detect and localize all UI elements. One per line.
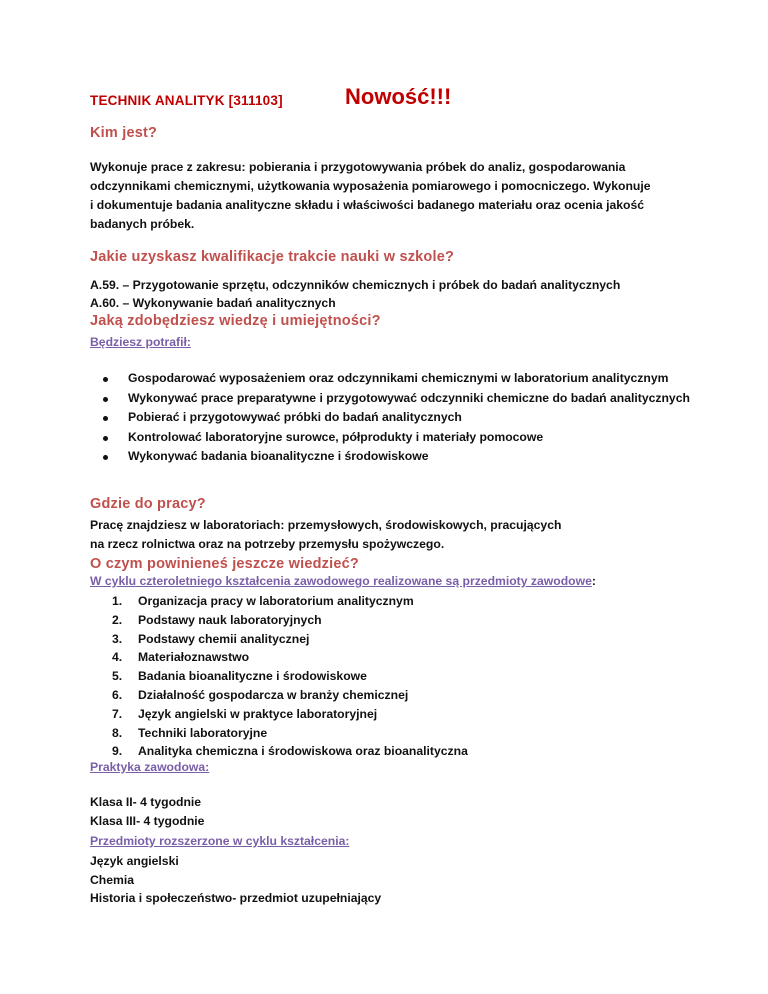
work-line: Pracę znajdziesz w laboratoriach: przemysłowych, środowiskowych, pracujących xyxy=(90,518,562,532)
practice-link[interactable]: Praktyka zawodowa: xyxy=(90,760,210,774)
list-item: 7. Język angielski w praktyce laboratoryjnej xyxy=(112,706,378,721)
subjects-list xyxy=(90,592,690,761)
list-item: 9. Analityka chemiczna i środowiskowa oraz bioanalityczna xyxy=(112,744,468,759)
list-item: Wykonywać badania bioanalityczne i środowiskowe xyxy=(90,447,690,467)
practice-item: Klasa II- 4 tygodnie xyxy=(90,795,202,809)
subjects-colon: : xyxy=(591,574,596,588)
bullet-icon xyxy=(103,397,108,402)
who-line: Wykonuje prace z zakresu: pobierania i przygotowywania próbek do analiz, gospodarowania xyxy=(90,160,626,174)
subjects-intro xyxy=(90,572,596,592)
novelty-label: Nowość!!! xyxy=(345,84,452,109)
who-line: badanych próbek. xyxy=(90,217,195,231)
list-item: 5. Badania bioanalityczne i środowiskowe xyxy=(112,669,367,684)
title-row xyxy=(90,84,690,114)
document-title: TECHNIK ANALITYK [311103] xyxy=(90,93,283,108)
extended-item: Historia i społeczeństwo- przedmiot uzupełniający xyxy=(90,891,382,905)
practice-item: Klasa III- 4 tygodnie xyxy=(90,814,205,828)
work-line: na rzecz rolnictwa oraz na potrzeby przemysłu spożywczego. xyxy=(90,537,445,551)
bullet-icon xyxy=(103,436,108,441)
list-item: Wykonywać prace preparatywne i przygotowywać odczynniki chemiczne do badań analitycznych xyxy=(90,389,690,409)
list-item: 1. Organizacja pracy w laboratorium analitycznym xyxy=(112,594,414,608)
qualification-item: A.60. – Wykonywanie badań analitycznych xyxy=(90,296,336,310)
list-item: Pobierać i przygotowywać próbki do badań analitycznych xyxy=(90,408,690,428)
heading-more: O czym powinieneś jeszcze wiedzieć? xyxy=(90,556,359,572)
qualification-item: A.59. – Przygotowanie sprzętu, odczynników chemicznych i próbek do badań analitycznych xyxy=(90,278,621,292)
skills-list xyxy=(90,369,690,467)
bullet-icon xyxy=(103,416,108,421)
bullet-icon xyxy=(103,455,108,460)
list-item: 3. Podstawy chemii analitycznej xyxy=(112,631,310,646)
extended-subjects-link[interactable]: Przedmioty rozszerzone w cyklu kształcenia: xyxy=(90,834,350,848)
who-line: odczynnikami chemicznymi, użytkowania wyposażenia pomiarowego i pomocniczego. Wykonuje xyxy=(90,179,651,193)
skills-link[interactable]: Będziesz potrafił: xyxy=(90,335,191,349)
extended-item: Chemia xyxy=(90,873,135,887)
heading-qualifications: Jakie uzyskasz kwalifikacje trakcie nauki w szkole? xyxy=(90,249,455,265)
who-line: i dokumentuje badania analityczne składu i właściwości badanego materiału oraz ocenia jakość xyxy=(90,198,645,212)
list-item: 8. Techniki laboratoryjne xyxy=(112,725,268,740)
heading-skills: Jaką zdobędziesz wiedzę i umiejętności? xyxy=(90,313,381,329)
list-item: 6. Działalność gospodarcza w branży chemicznej xyxy=(112,687,409,702)
extended-item: Język angielski xyxy=(90,854,179,868)
subjects-link[interactable]: W cyklu czteroletniego kształcenia zawodowego realizowane są przedmioty zawodowe xyxy=(90,574,592,588)
heading-who: Kim jest? xyxy=(90,125,158,141)
list-item: Kontrolować laboratoryjne surowce, półprodukty i materiały pomocowe xyxy=(90,428,690,448)
list-item: 2. Podstawy nauk laboratoryjnych xyxy=(112,612,322,627)
list-item: 4. Materiałoznawstwo xyxy=(112,650,250,665)
heading-work: Gdzie do pracy? xyxy=(90,496,206,512)
bullet-icon xyxy=(103,377,108,382)
list-item: Gospodarować wyposażeniem oraz odczynnikami chemicznymi w laboratorium analitycznym xyxy=(90,369,690,389)
